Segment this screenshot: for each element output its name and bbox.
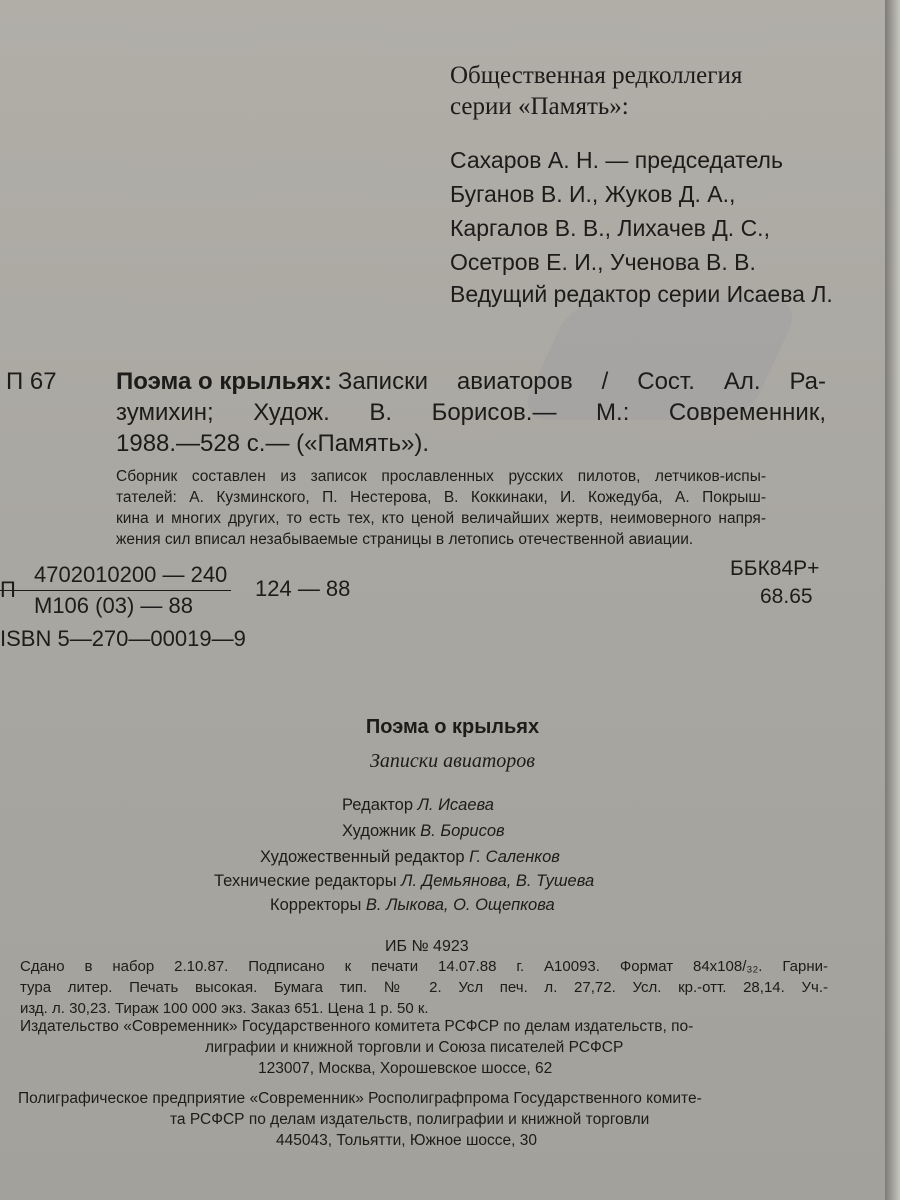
imprint-details <box>20 956 828 1019</box>
staff-name: Г. Саленков <box>469 848 560 866</box>
book-title: Поэма о крыльях <box>365 716 540 738</box>
staff-line <box>214 868 594 894</box>
printer-info <box>0 1088 860 1151</box>
lead-editor-line: Ведущий редактор серии Исаева Л. <box>450 281 833 307</box>
staff-line <box>260 844 560 870</box>
staff-role: Корректоры <box>270 896 362 914</box>
staff-name: Л. Исаева <box>417 796 494 814</box>
isbn: ISBN 5—270—00019—9 <box>0 626 246 651</box>
publisher-line: лиграфии и книжной торговли и Союза писателей РСФСР <box>205 1039 624 1056</box>
staff-role: Художник <box>342 822 416 840</box>
catalog-line2: зумихин; Худож. В. Борисов.— М.: Современник, <box>116 399 826 426</box>
staff-role: Редактор <box>342 796 414 814</box>
imprint-line: изд. л. 30,23. Тираж 100 000 экз. Заказ 651. Цена 1 р. 50 к. <box>20 1000 429 1017</box>
fraction-denominator: М106 (03) — 88 <box>34 593 193 618</box>
printer-line: 445043, Тольятти, Южное шоссе, 30 <box>276 1132 538 1149</box>
staff-name: Л. Демьянова, В. Тушева <box>401 872 595 890</box>
imprint-line: тура литер. Печать высокая. Бумага тип. № 2. Усл печ. л. 27,72. Усл. кр.-отт. 28,14. Уч.- <box>20 979 828 996</box>
staff-role: Технические редакторы <box>214 872 397 890</box>
board-member-line: Буганов В. И., Жуков Д. А., <box>450 181 736 207</box>
classification-fraction <box>0 560 351 621</box>
board-member-line: Каргалов В. В., Лихачев Д. С., <box>450 215 770 241</box>
board-heading-line2: серии «Память»: <box>450 93 629 120</box>
imprint-line: Сдано в набор 2.10.87. Подписано к печати 14.07.88 г. А10093. Формат 84x108/₃₂. Гарни- <box>20 958 828 975</box>
fraction-letter: П <box>0 577 16 602</box>
staff-role: Художественный редактор <box>260 848 465 866</box>
annotation-line: жения сил вписал незабываемые страницы в летопись отечественной авиации. <box>116 531 694 548</box>
printer-line: та РСФСР по делам издательств, полиграфии и книжной торговли <box>170 1111 650 1128</box>
bbk-code <box>730 555 819 611</box>
catalog-line3: 1988.—528 с.— («Память»). <box>116 430 430 457</box>
page-edge <box>885 0 900 1200</box>
annotation-line: Сборник составлен из записок прославленных русских пилотов, летчиков-испы- <box>116 468 766 485</box>
catalog-line1-rest: Записки авиаторов / Сост. Ал. Ра- <box>337 368 826 395</box>
catalog-code: П 67 <box>6 368 57 395</box>
board-heading-line1: Общественная редколлегия <box>450 62 743 89</box>
publisher-line: Издательство «Современник» Государственного комитета РСФСР по делам издательств, по- <box>20 1018 694 1035</box>
board-member-line: Осетров Е. И., Ученова В. В. <box>450 249 756 275</box>
editorial-board <box>450 60 833 309</box>
printer-line: Полиграфическое предприятие «Современник» Росполиграфпрома Государственного комите- <box>18 1090 702 1107</box>
catalog-entry <box>6 366 826 459</box>
annotation-line: кина и многих других, то есть тех, кто ценой величайших жертв, неимоверного напря- <box>116 510 766 527</box>
book-subtitle: Записки авиаторов <box>370 750 535 772</box>
bbk-line1: ББК84Р+ <box>730 557 820 580</box>
fraction-right: 124 — 88 <box>255 576 351 601</box>
annotation <box>116 466 766 550</box>
bbk-line2: 68.65 <box>760 585 813 608</box>
catalog-title: Поэма о крыльях: <box>116 368 332 395</box>
ib-number: ИБ № 4923 <box>385 938 469 955</box>
staff-name: В. Борисов <box>420 822 505 840</box>
fraction-numerator: 4702010200 — 240 <box>0 560 231 591</box>
staff-line <box>342 818 505 844</box>
staff-line <box>342 792 494 818</box>
staff-line <box>270 892 555 918</box>
annotation-line: тателей: А. Кузминского, П. Нестерова, В. Коккинаки, И. Кожедуба, А. Покрыш- <box>116 489 766 506</box>
board-member-line: Сахаров А. Н. — председатель <box>450 147 783 173</box>
publisher-line: 123007, Москва, Хорошевское шоссе, 62 <box>258 1060 553 1077</box>
publisher-info <box>0 1016 860 1079</box>
staff-name: В. Лыкова, О. Ощепкова <box>365 896 555 914</box>
